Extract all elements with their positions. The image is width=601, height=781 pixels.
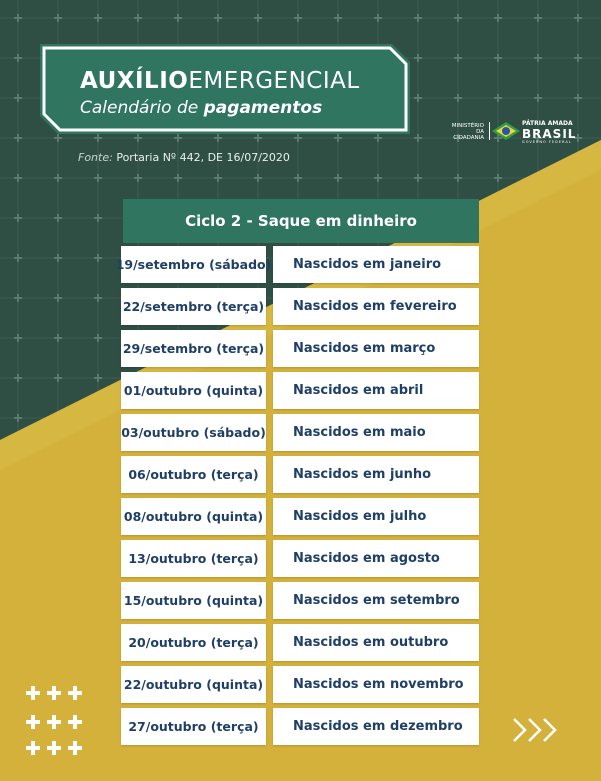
title-banner: [40, 44, 410, 134]
birth-month-group: Nascidos em fevereiro: [273, 288, 479, 325]
birth-month-group: Nascidos em setembro: [273, 582, 479, 619]
plus-icon: [26, 686, 40, 700]
birth-month-group: Nascidos em novembro: [273, 666, 479, 703]
source-label: Fonte:: [78, 151, 113, 164]
patria-amada-text: PÁTRIA AMADA: [522, 120, 573, 127]
plus-icon: [68, 715, 82, 729]
birth-month-group: Nascidos em dezembro: [273, 708, 479, 745]
subtitle-italic: Calendário de: [80, 98, 199, 118]
table-row: [115, 246, 481, 288]
payment-date: 03/outubro (sábado): [121, 414, 266, 451]
birth-month-group: Nascidos em agosto: [273, 540, 479, 577]
plus-icon: [47, 686, 61, 700]
plus-icon: [26, 741, 40, 755]
birth-month-group: Nascidos em outubro: [273, 624, 479, 661]
payment-date: 29/setembro (terça): [121, 330, 266, 367]
birth-month-group: Nascidos em maio: [273, 414, 479, 451]
birth-month-group: Nascidos em junho: [273, 456, 479, 493]
plus-icon: [68, 686, 82, 700]
governo-federal-text: GOVERNO FEDERAL: [522, 140, 572, 144]
table-row: [121, 624, 481, 666]
plus-icon: [47, 715, 61, 729]
logo-divider: [489, 122, 490, 140]
plus-icon: [68, 741, 82, 755]
birth-month-group: Nascidos em janeiro: [273, 246, 479, 283]
birth-month-group: Nascidos em abril: [273, 372, 479, 409]
table-row: [121, 498, 481, 540]
plus-decoration: [26, 686, 86, 758]
ministry-line1: MINISTÉRIO DA: [451, 123, 484, 135]
chevrons-right-icon: [512, 717, 562, 743]
payment-date: 01/outubro (quinta): [121, 372, 266, 409]
subtitle-text: [80, 98, 322, 118]
brasil-text: BRASIL: [522, 127, 577, 141]
payment-date: 20/outubro (terça): [121, 624, 266, 661]
subtitle-bold: pagamentos: [203, 98, 323, 118]
birth-month-group: Nascidos em julho: [273, 498, 479, 535]
birth-month-group: Nascidos em março: [273, 330, 479, 367]
title-text: [80, 68, 360, 94]
table-row: [121, 540, 481, 582]
payment-date: 08/outubro (quinta): [121, 498, 266, 535]
table-row: [121, 288, 481, 330]
payment-date: 15/outubro (quinta): [121, 582, 266, 619]
payment-date: 27/outubro (terça): [121, 708, 266, 745]
table-row: [121, 582, 481, 624]
source-note: [78, 151, 290, 164]
government-logo: [444, 118, 594, 144]
table-row: [121, 372, 481, 414]
payment-date: 13/outubro (terça): [121, 540, 266, 577]
payment-date: 22/setembro (terça): [121, 288, 266, 325]
ministry-line2: CIDADANIA: [453, 135, 484, 141]
brazil-flag-icon: [492, 122, 520, 140]
plus-icon: [47, 741, 61, 755]
source-value: Portaria Nº 442, DE 16/07/2020: [116, 151, 290, 164]
title-thin: EMERGENCIAL: [188, 68, 360, 94]
plus-icon: [26, 715, 40, 729]
ministry-name: [444, 123, 484, 141]
payment-date: 22/outubro (quinta): [121, 666, 266, 703]
payment-date: 06/outubro (terça): [121, 456, 266, 493]
table-row: [121, 414, 481, 456]
schedule-table: [115, 246, 481, 750]
title-bold: AUXÍLIO: [80, 68, 189, 94]
table-row: [121, 456, 481, 498]
payment-date: 19/setembro (sábado): [121, 246, 266, 283]
table-row: [121, 666, 481, 708]
cycle-header: Ciclo 2 - Saque em dinheiro: [123, 199, 479, 243]
table-row: [121, 330, 481, 372]
table-row: [121, 708, 481, 750]
